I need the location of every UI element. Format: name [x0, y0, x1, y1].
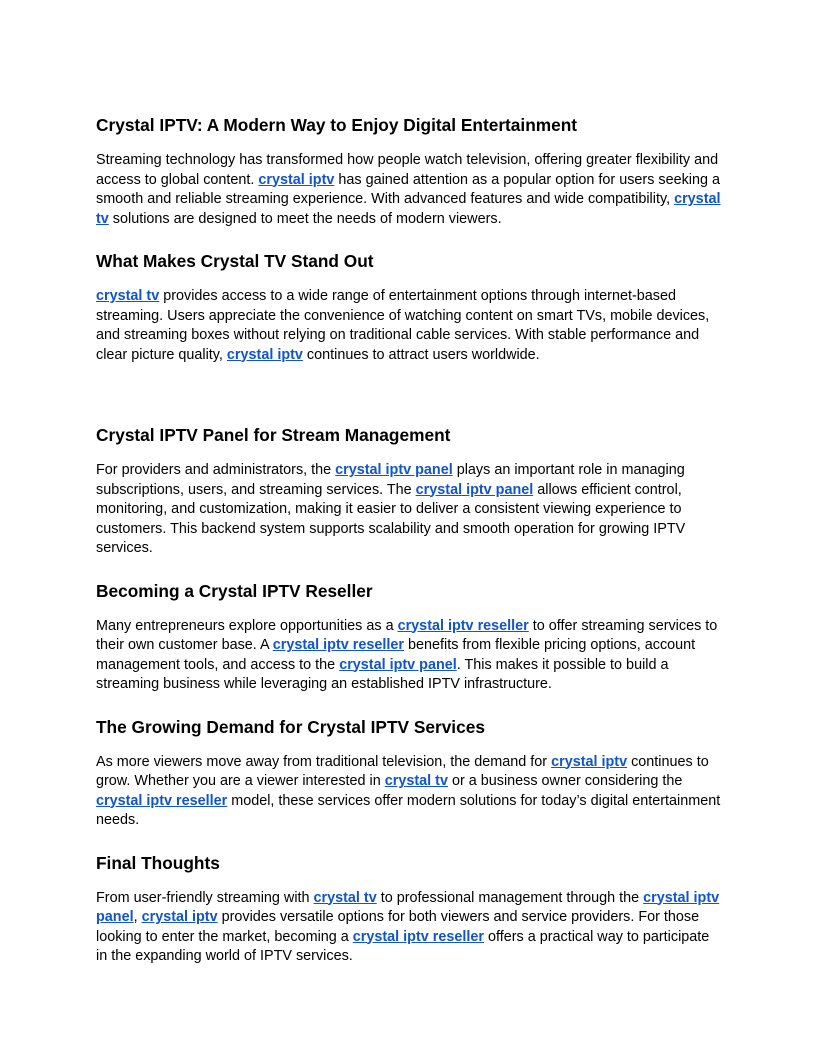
paragraph-reseller: Many entrepreneurs explore opportunities as a crystal iptv reseller to offer streaming services to their own customer base. A crystal iptv reseller benefits from flexible pricing options, account management tools, and access to the crystal iptv panel. This makes it possible to build a streaming business while leveraging an established IPTV infrastructure.: [96, 617, 718, 692]
link-crystal-iptv[interactable]: crystal iptv: [551, 753, 628, 770]
link-crystal-iptv-reseller[interactable]: crystal iptv reseller: [397, 617, 529, 634]
link-crystal-iptv-panel[interactable]: crystal iptv panel: [339, 656, 457, 673]
paragraph-stand-out: crystal tv provides access to a wide range of entertainment options through internet-based streaming. Users appreciate the convenience of watching content on smart TVs, mobile devices, and streaming boxes without relying on traditional cable services. With stable performance and clear picture quality, crystal iptv continues to attract users worldwide.: [96, 288, 710, 363]
heading-growing-demand: The Growing Demand for Crystal IPTV Services: [96, 716, 485, 737]
link-crystal-tv[interactable]: crystal tv: [96, 191, 721, 227]
paragraph-iptv-panel: For providers and administrators, the crystal iptv panel plays an important role in managing subscriptions, users, and streaming services. The crystal iptv panel allows efficient control, monitoring, and customization, making it easier to deliver a consistent viewing experience to customers. This backend system supports scalability and smooth operation for growing IPTV services.: [96, 462, 686, 556]
link-crystal-iptv-panel[interactable]: crystal iptv panel: [96, 889, 720, 925]
paragraph-intro: Streaming technology has transformed how people watch television, offering greater flexibility and access to global content. crystal iptv has gained attention as a popular option for users seeking a smooth and reliable streaming experience. With advanced features and wide compatibility, crystal tv solutions are designed to meet the needs of modern viewers.: [96, 152, 721, 227]
document-page: [96, 113, 724, 967]
link-crystal-iptv-reseller[interactable]: crystal iptv reseller: [272, 637, 404, 653]
heading-crystal-tv-stand-out: What Makes Crystal TV Stand Out: [96, 251, 374, 271]
heading-reseller: Becoming a Crystal IPTV Reseller: [96, 580, 373, 601]
link-crystal-iptv[interactable]: crystal iptv: [141, 909, 218, 925]
link-crystal-iptv[interactable]: crystal iptv: [258, 171, 335, 188]
link-crystal-iptv-panel[interactable]: crystal iptv panel: [335, 462, 453, 478]
paragraph-growing-demand: As more viewers move away from traditional television, the demand for crystal iptv continues to grow. Whether you are a viewer interested in crystal tv or a business owner considering the crystal iptv reseller model, these services offer modern solutions for today’s digital entertainment needs.: [96, 753, 721, 828]
link-crystal-tv[interactable]: crystal tv: [313, 889, 377, 906]
link-crystal-tv[interactable]: crystal tv: [96, 288, 160, 304]
heading-final-thoughts: Final Thoughts: [96, 852, 220, 873]
heading-crystal-iptv-intro: Crystal IPTV: A Modern Way to Enjoy Digital Entertainment: [96, 115, 578, 135]
link-crystal-iptv-reseller[interactable]: crystal iptv reseller: [352, 928, 484, 945]
link-crystal-iptv-panel[interactable]: crystal iptv panel: [415, 481, 534, 498]
link-crystal-iptv[interactable]: crystal iptv: [226, 346, 303, 363]
link-crystal-iptv-reseller[interactable]: crystal iptv reseller: [96, 792, 228, 809]
link-crystal-tv[interactable]: crystal tv: [384, 773, 448, 789]
heading-iptv-panel: Crystal IPTV Panel for Stream Management: [96, 425, 451, 445]
paragraph-final-thoughts: From user-friendly streaming with crystal tv to professional management through the crystal iptv panel, crystal iptv provides versatile options for both viewers and service providers. For those looking to enter the market, becoming a crystal iptv reseller offers a practical way to participate in the expanding world of IPTV services.: [96, 889, 720, 964]
